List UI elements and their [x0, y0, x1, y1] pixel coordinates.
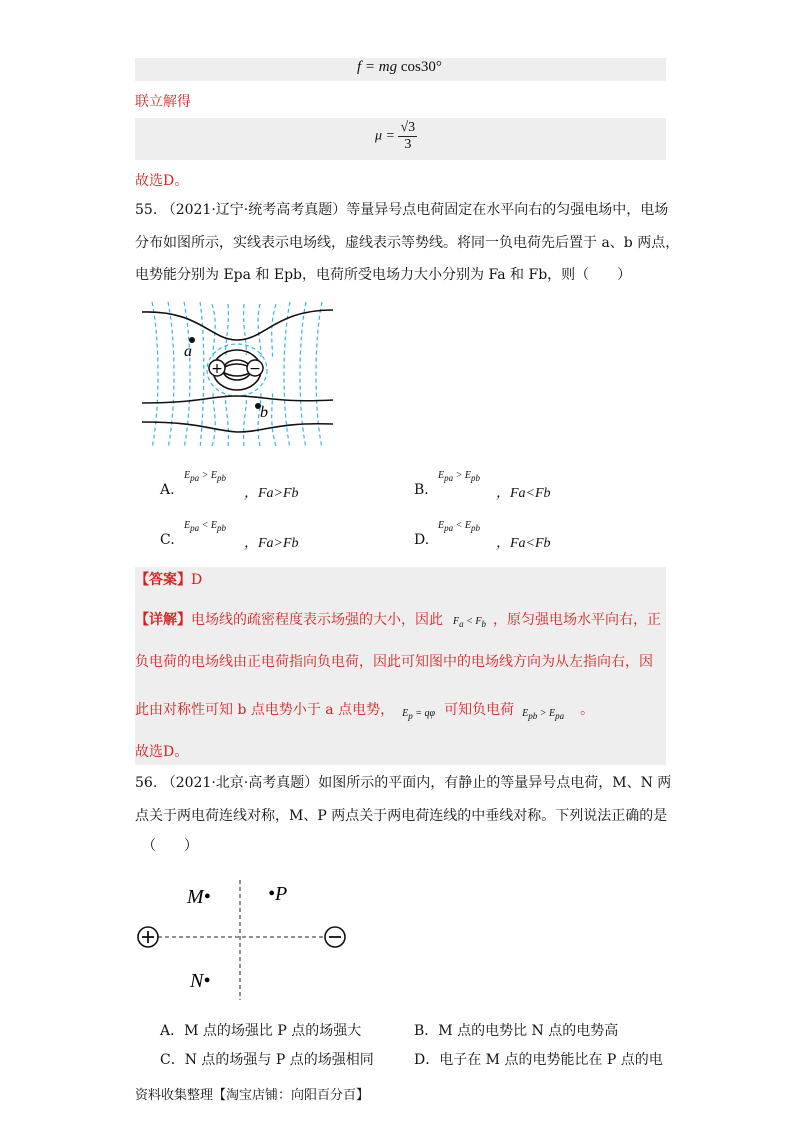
q55-option-b[interactable]: B. $E_{pa} > E_{pb}$ ，Fa<Fb [414, 470, 551, 501]
conclusion-2: 故选D。 [135, 744, 189, 760]
point-n-label: N• [190, 970, 211, 992]
q55-option-c[interactable]: C. $E_{pa} < E_{pb}$ ，Fa>Fb [160, 520, 299, 551]
point-b-label: b [260, 404, 268, 421]
detail-line1: 【详解】电场线的疏密程度表示场强的大小，因此 $F_a < F_b$ ，原匀强电场水平向右，正 [135, 612, 661, 629]
q55-option-a[interactable]: A. $E_{pa} > E_{pb}$ ，Fa>Fb [160, 470, 299, 501]
point-p-label: •P [268, 883, 288, 905]
q56-option-b[interactable]: B．M 点的电势比 N 点的电势高 [414, 1023, 619, 1039]
q56-line1: 56. （2021·北京·高考真题）如图所示的平面内，有静止的等量异号点电荷，M、N 两 [135, 775, 672, 791]
answer-line [135, 570, 202, 590]
footer: 资料收集整理【淘宝店铺：向阳百分百】 [135, 1088, 370, 1103]
joint-solve-label: 联立解得 [135, 94, 191, 110]
point-a-label: a [184, 343, 192, 360]
q56-line2: 点关于两电荷连线对称，M、P 两点关于两电荷连线的中垂线对称。下列说法正确的是 [135, 808, 668, 824]
point-m-label: M• [187, 886, 211, 908]
detail-line3: 此由对称性可知 b 点电势小于 a 点电势， $E_p = q\varphi$ 可知负电荷 $E_{pb} > E_{pa}$ 。 [135, 702, 595, 721]
q55-line2: 分布如图所示，实线表示电场线，虚线表示等势线。将同一负电荷先后置于 a、b 两点， [135, 235, 680, 251]
q55-minus-charge: − [249, 361, 261, 377]
conclusion-1: 故选D。 [135, 173, 189, 189]
q55-field-figure [140, 300, 335, 450]
q55-option-d[interactable]: D. $E_{pa} < E_{pb}$ ，Fa<Fb [414, 520, 551, 551]
detail-label: 【详解】 [135, 612, 191, 628]
formula-friction: f = mg cos30° [357, 59, 442, 75]
formula-mu: μ = $\frac{√3}{3}$ [375, 120, 416, 152]
q56-charges-figure [130, 875, 360, 1005]
q56-option-d[interactable]: D．电子在 M 点的电势能比在 P 点的电 [414, 1052, 663, 1068]
q56-option-a[interactable]: A．M 点的场强比 P 点的场强大 [160, 1023, 362, 1039]
q56-option-c[interactable]: C．N 点的场强与 P 点的场强相同 [160, 1052, 374, 1068]
q55-line3: 电势能分别为 Epa 和 Epb，电荷所受电场力大小分别为 Fa 和 Fb，则（ ） [135, 267, 632, 283]
q55-plus-charge: + [211, 361, 223, 377]
answer-value: D [191, 572, 203, 588]
q55-line1: 55. （2021·辽宁·统考高考真题）等量异号点电荷固定在水平向右的匀强电场中，电场 [135, 202, 669, 218]
q56-line3: （ ） [142, 838, 198, 854]
answer-label: 【答案】 [135, 572, 191, 588]
detail-line2: 负电荷的电场线由正电荷指向负电荷，因此可知图中的电场线方向为从左指向右，因 [135, 654, 653, 670]
